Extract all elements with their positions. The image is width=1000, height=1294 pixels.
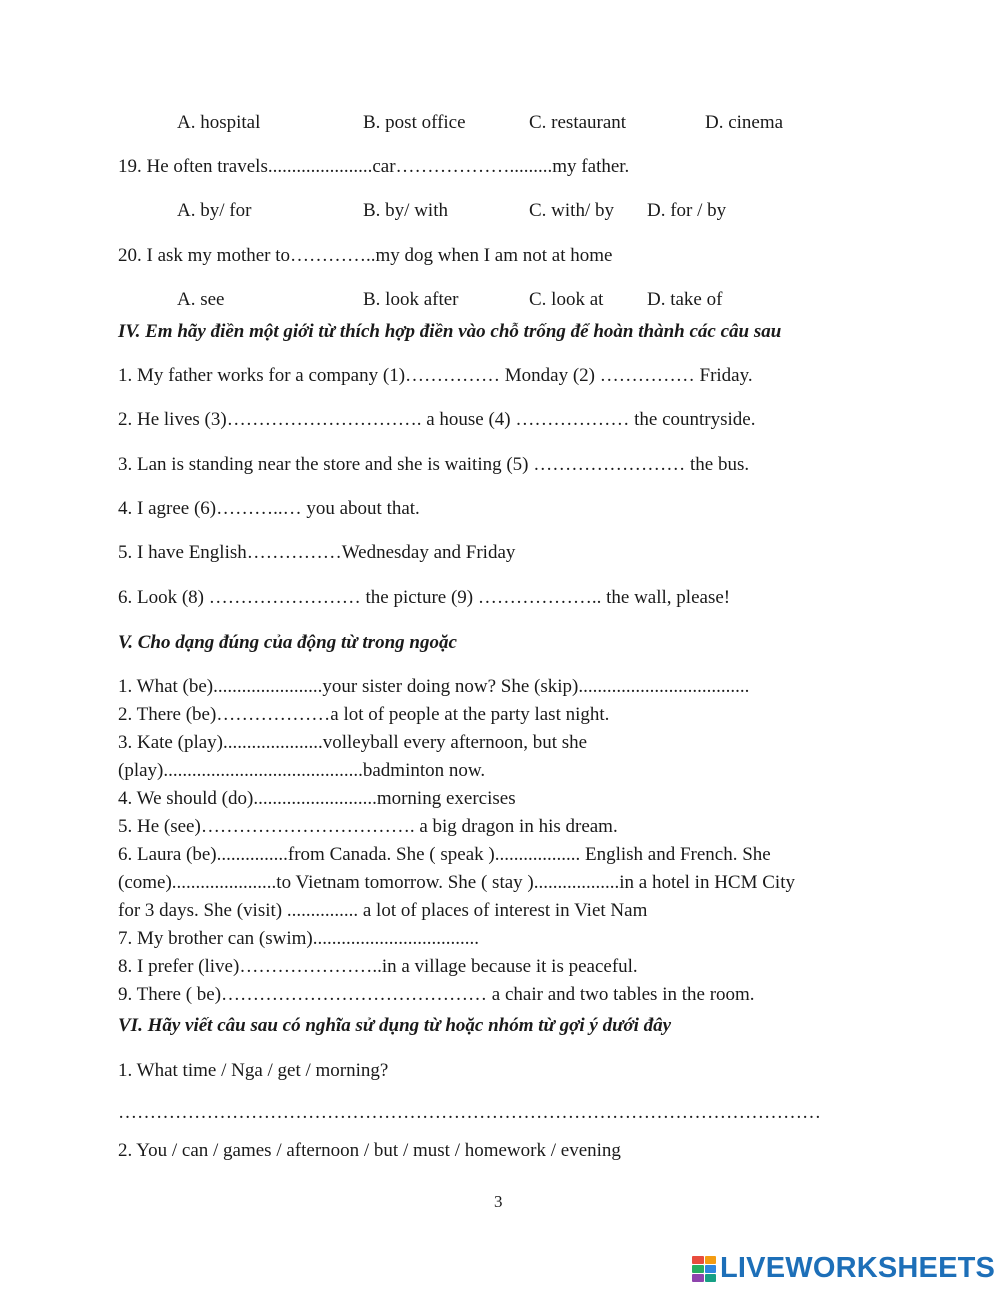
q20-option-c: C. look at: [529, 289, 604, 310]
section4-item: 2. He lives (3)…………………………. a house (4) ……………… the countryside.: [118, 409, 756, 430]
q20-option-b: B. look after: [363, 289, 459, 310]
q20-option-a: A. see: [177, 289, 225, 310]
q18-option-a: A. hospital: [177, 112, 261, 133]
brand-name: LIVEWORKSHEETS: [720, 1252, 996, 1284]
section5-line: 6. Laura (be)...............from Canada. She ( speak ).................. English and French. She: [118, 844, 771, 865]
q19-option-d: D. for / by: [647, 200, 727, 221]
q18-option-d: D. cinema: [705, 112, 784, 133]
section4-item: 5. I have English……………Wednesday and Friday: [118, 542, 516, 563]
section5-line: 4. We should (do)..........................morning exercises: [118, 788, 516, 809]
q20-text: 20. I ask my mother to…………..my dog when I am not at home: [118, 245, 613, 266]
q19-option-a: A. by/ for: [177, 200, 252, 221]
section5-line: (play)..........................................badminton now.: [118, 760, 486, 781]
section6-item: 1. What time / Nga / get / morning?: [118, 1060, 389, 1081]
q19-option-b: B. by/ with: [363, 200, 448, 221]
liveworksheets-logo: [692, 1252, 995, 1285]
section4-item: 3. Lan is standing near the store and she is waiting (5) …………………… the bus.: [118, 454, 750, 475]
section5-line: 3. Kate (play).....................volleyball every afternoon, but she: [118, 732, 588, 753]
section5-line: 5. He (see)……………………………. a big dragon in his dream.: [118, 816, 618, 837]
section5-line: for 3 days. She (visit) ............... a lot of places of interest in Viet Nam: [118, 900, 648, 921]
section5-heading: V. Cho dạng đúng của động từ trong ngoặc: [118, 632, 457, 653]
page-number: 3: [494, 1192, 503, 1211]
section4-heading: IV. Em hãy điền một giới từ thích hợp điền vào chỗ trống để hoàn thành các câu sau: [118, 321, 782, 342]
section6-item: 2. You / can / games / afternoon / but / must / homework / evening: [118, 1140, 621, 1161]
section5-line: 1. What (be).......................your sister doing now? She (skip)....................................: [118, 676, 750, 697]
section4-item: 1. My father works for a company (1)…………… Monday (2) …………… Friday.: [118, 365, 753, 386]
q18-option-b: B. post office: [363, 112, 466, 133]
q20-option-d: D. take of: [647, 289, 723, 310]
section5-line: (come)......................to Vietnam tomorrow. She ( stay )..................in a hotel in HCM City: [118, 872, 795, 893]
section5-line: 8. I prefer (live)…………………..in a village because it is peaceful.: [118, 956, 638, 977]
section5-line: 9. There ( be)…………………………………… a chair and two tables in the room.: [118, 984, 755, 1005]
section4-item: 4. I agree (6)………..… you about that.: [118, 498, 420, 519]
section6-heading: VI. Hãy viết câu sau có nghĩa sử dụng từ hoặc nhóm từ gợi ý dưới đây: [118, 1015, 672, 1036]
liveworksheets-logo-icon: [692, 1256, 716, 1282]
section4-item: 6. Look (8) …………………… the picture (9) ……………….. the wall, please!: [118, 587, 731, 608]
q19-option-c: C. with/ by: [529, 200, 614, 221]
section5-line: 2. There (be)………………a lot of people at the party last night.: [118, 704, 610, 725]
answer-line: …………………………………………………………………………………………………: [118, 1102, 821, 1123]
q18-option-c: C. restaurant: [529, 112, 627, 133]
q19-text: 19. He often travels......................car……………….........my father.: [118, 156, 630, 177]
section5-line: 7. My brother can (swim)...................................: [118, 928, 479, 949]
